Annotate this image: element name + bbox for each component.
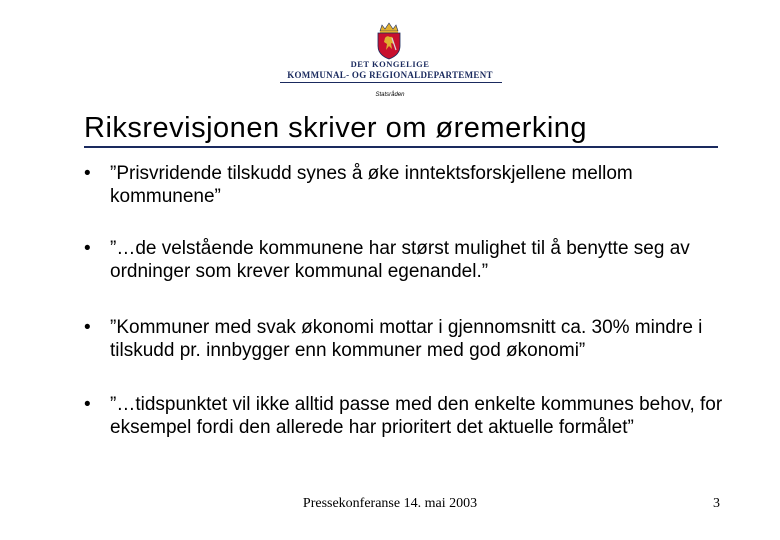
page-number: 3 (713, 496, 720, 511)
footer-text: Pressekonferanse 14. mai 2003 (302, 496, 478, 511)
bullet-item (84, 237, 724, 283)
bullet-marker: • (84, 394, 91, 415)
bullet-item (84, 316, 724, 362)
bullet-marker: • (84, 163, 91, 184)
bullet-item (84, 162, 724, 208)
header-subtitle: Statsråden (375, 92, 405, 98)
norwegian-coat-of-arms-icon (372, 22, 406, 60)
slide-title: Riksrevisjonen skriver om øremerking (84, 112, 588, 144)
bullet-item (84, 393, 724, 439)
bullet-marker: • (84, 317, 91, 338)
bullet-text: ”Kommuner med svak økonomi mottar i gjennomsnitt ca. 30% mindre i tilskudd pr. innbygger enn kommuner med god økonomi” (110, 317, 703, 361)
header-divider (280, 82, 502, 83)
title-underline (84, 146, 718, 148)
bullet-text: ”…de velstående kommunene har størst mulighet til å benytte seg av ordninger som krever kommunal egenandel.” (110, 238, 690, 282)
ministry-name-line1: DET KONGELIGE (350, 59, 430, 69)
bullet-marker: • (84, 238, 91, 259)
bullet-text: ”Prisvridende tilskudd synes å øke inntektsforskjellene mellom kommunene” (110, 163, 633, 207)
bullet-text: ”…tidspunktet vil ikke alltid passe med den enkelte kommunes behov, for eksempel fordi den allerede har prioritert det aktuelle formålet” (110, 394, 723, 438)
ministry-name-line2: KOMMUNAL- OG REGIONALDEPARTEMENT (287, 70, 493, 80)
